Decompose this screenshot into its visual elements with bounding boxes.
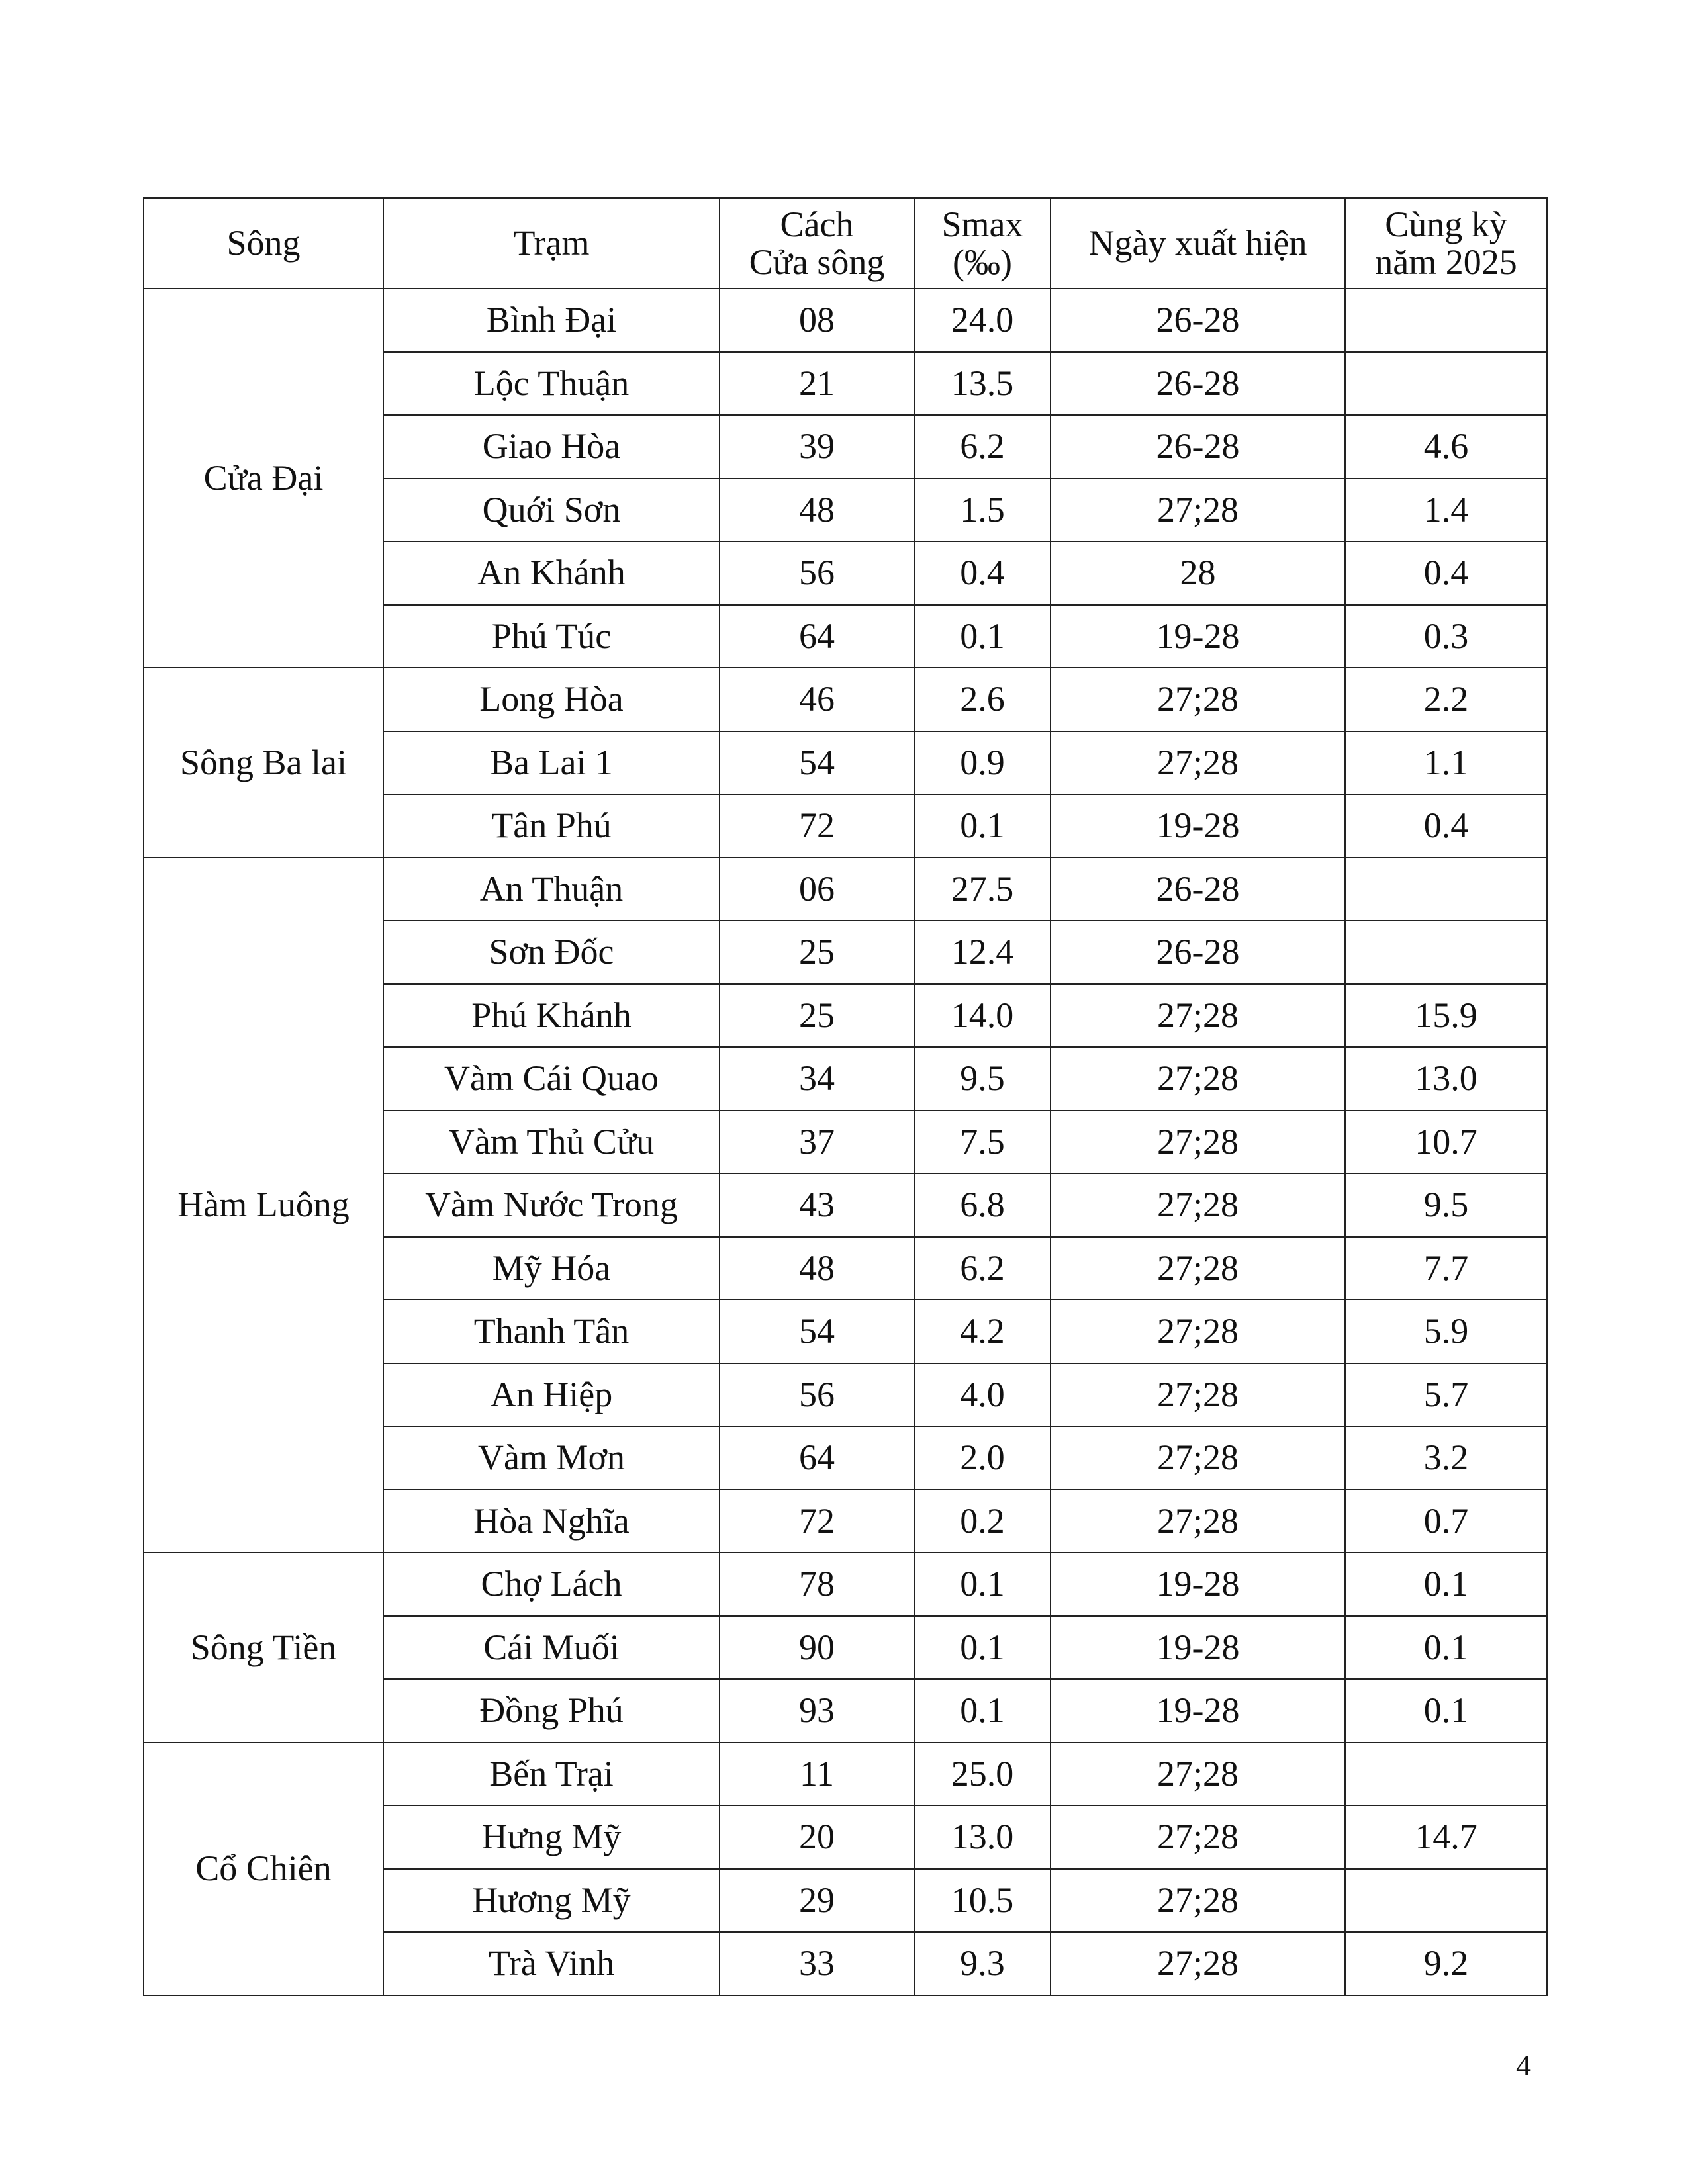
- date-cell: 27;28: [1051, 1805, 1345, 1869]
- same-period-cell: 1.1: [1345, 731, 1547, 795]
- date-cell: 27;28: [1051, 1237, 1345, 1300]
- station-cell: Bình Đại: [383, 289, 720, 352]
- header-smax-line2: (‰): [953, 242, 1012, 282]
- station-cell: An Hiệp: [383, 1363, 720, 1427]
- same-period-cell: 9.2: [1345, 1932, 1547, 1995]
- distance-cell: 29: [720, 1869, 914, 1933]
- distance-cell: 08: [720, 289, 914, 352]
- date-cell: 27;28: [1051, 1490, 1345, 1553]
- smax-cell: 25.0: [914, 1743, 1051, 1806]
- river-name-cell: Sông Ba lai: [144, 668, 383, 858]
- distance-cell: 64: [720, 1426, 914, 1490]
- same-period-cell: [1345, 858, 1547, 921]
- station-cell: Lộc Thuận: [383, 352, 720, 416]
- table-row: [144, 668, 1547, 731]
- date-cell: 28: [1051, 541, 1345, 605]
- distance-cell: 34: [720, 1047, 914, 1111]
- table-row: [144, 289, 1547, 352]
- smax-cell: 6.2: [914, 415, 1051, 478]
- date-cell: 27;28: [1051, 1932, 1345, 1995]
- distance-cell: 56: [720, 541, 914, 605]
- same-period-cell: 5.7: [1345, 1363, 1547, 1427]
- date-cell: 26-28: [1051, 921, 1345, 984]
- header-same-period-line1: Cùng kỳ: [1385, 204, 1507, 244]
- date-cell: 27;28: [1051, 1426, 1345, 1490]
- smax-cell: 24.0: [914, 289, 1051, 352]
- station-cell: Vàm Cái Quao: [383, 1047, 720, 1111]
- date-cell: 26-28: [1051, 352, 1345, 416]
- same-period-cell: [1345, 1869, 1547, 1933]
- distance-cell: 46: [720, 668, 914, 731]
- table-row: [144, 1743, 1547, 1806]
- smax-cell: 4.2: [914, 1300, 1051, 1363]
- smax-cell: 6.2: [914, 1237, 1051, 1300]
- smax-cell: 13.5: [914, 352, 1051, 416]
- distance-cell: 90: [720, 1616, 914, 1680]
- same-period-cell: 0.1: [1345, 1553, 1547, 1616]
- smax-cell: 0.9: [914, 731, 1051, 795]
- same-period-cell: 13.0: [1345, 1047, 1547, 1111]
- smax-cell: 6.8: [914, 1173, 1051, 1237]
- station-cell: An Khánh: [383, 541, 720, 605]
- header-river: Sông: [144, 198, 383, 289]
- date-cell: 27;28: [1051, 1173, 1345, 1237]
- station-cell: Mỹ Hóa: [383, 1237, 720, 1300]
- station-cell: Phú Khánh: [383, 984, 720, 1048]
- same-period-cell: 4.6: [1345, 415, 1547, 478]
- smax-cell: 4.0: [914, 1363, 1051, 1427]
- smax-cell: 0.2: [914, 1490, 1051, 1553]
- same-period-cell: [1345, 352, 1547, 416]
- distance-cell: 06: [720, 858, 914, 921]
- header-smax: [914, 198, 1051, 289]
- table-body: [144, 289, 1547, 1995]
- smax-cell: 2.0: [914, 1426, 1051, 1490]
- same-period-cell: 14.7: [1345, 1805, 1547, 1869]
- distance-cell: 54: [720, 1300, 914, 1363]
- header-same-period: [1345, 198, 1547, 289]
- station-cell: Hương Mỹ: [383, 1869, 720, 1933]
- header-row: [144, 198, 1547, 289]
- date-cell: 19-28: [1051, 1553, 1345, 1616]
- same-period-cell: [1345, 921, 1547, 984]
- distance-cell: 93: [720, 1679, 914, 1743]
- date-cell: 27;28: [1051, 984, 1345, 1048]
- date-cell: 19-28: [1051, 1679, 1345, 1743]
- page-number: 4: [1516, 2048, 1531, 2082]
- same-period-cell: 0.1: [1345, 1616, 1547, 1680]
- same-period-cell: 0.4: [1345, 794, 1547, 858]
- smax-cell: 27.5: [914, 858, 1051, 921]
- date-cell: 27;28: [1051, 1047, 1345, 1111]
- smax-cell: 13.0: [914, 1805, 1051, 1869]
- station-cell: An Thuận: [383, 858, 720, 921]
- station-cell: Chợ Lách: [383, 1553, 720, 1616]
- river-name-cell: Cổ Chiên: [144, 1743, 383, 1995]
- same-period-cell: [1345, 289, 1547, 352]
- header-same-period-line2: năm 2025: [1375, 242, 1517, 282]
- smax-cell: 10.5: [914, 1869, 1051, 1933]
- same-period-cell: 3.2: [1345, 1426, 1547, 1490]
- salinity-table: [143, 197, 1548, 1996]
- same-period-cell: 5.9: [1345, 1300, 1547, 1363]
- smax-cell: 1.5: [914, 478, 1051, 542]
- distance-cell: 54: [720, 731, 914, 795]
- smax-cell: 0.1: [914, 1616, 1051, 1680]
- date-cell: 27;28: [1051, 1363, 1345, 1427]
- distance-cell: 72: [720, 794, 914, 858]
- station-cell: Vàm Nước Trong: [383, 1173, 720, 1237]
- date-cell: 26-28: [1051, 415, 1345, 478]
- station-cell: Phú Túc: [383, 605, 720, 668]
- station-cell: Thanh Tân: [383, 1300, 720, 1363]
- station-cell: Hưng Mỹ: [383, 1805, 720, 1869]
- smax-cell: 9.3: [914, 1932, 1051, 1995]
- date-cell: 27;28: [1051, 1111, 1345, 1174]
- table-header: [144, 198, 1547, 289]
- distance-cell: 43: [720, 1173, 914, 1237]
- station-cell: Vàm Thủ Cửu: [383, 1111, 720, 1174]
- smax-cell: 9.5: [914, 1047, 1051, 1111]
- distance-cell: 21: [720, 352, 914, 416]
- header-distance: [720, 198, 914, 289]
- station-cell: Tân Phú: [383, 794, 720, 858]
- date-cell: 27;28: [1051, 668, 1345, 731]
- distance-cell: 25: [720, 921, 914, 984]
- distance-cell: 33: [720, 1932, 914, 1995]
- same-period-cell: 15.9: [1345, 984, 1547, 1048]
- river-name-cell: Hàm Luông: [144, 858, 383, 1553]
- header-date: Ngày xuất hiện: [1051, 198, 1345, 289]
- distance-cell: 37: [720, 1111, 914, 1174]
- same-period-cell: 0.1: [1345, 1679, 1547, 1743]
- date-cell: 26-28: [1051, 858, 1345, 921]
- smax-cell: 0.1: [914, 1679, 1051, 1743]
- smax-cell: 12.4: [914, 921, 1051, 984]
- same-period-cell: [1345, 1743, 1547, 1806]
- same-period-cell: 0.3: [1345, 605, 1547, 668]
- header-smax-line1: Smax: [941, 204, 1023, 244]
- distance-cell: 20: [720, 1805, 914, 1869]
- station-cell: Ba Lai 1: [383, 731, 720, 795]
- same-period-cell: 9.5: [1345, 1173, 1547, 1237]
- date-cell: 26-28: [1051, 289, 1345, 352]
- station-cell: Trà Vinh: [383, 1932, 720, 1995]
- same-period-cell: 0.4: [1345, 541, 1547, 605]
- distance-cell: 72: [720, 1490, 914, 1553]
- header-station: Trạm: [383, 198, 720, 289]
- table-row: [144, 1553, 1547, 1616]
- table-row: [144, 858, 1547, 921]
- date-cell: 19-28: [1051, 605, 1345, 668]
- date-cell: 27;28: [1051, 731, 1345, 795]
- station-cell: Bến Trại: [383, 1743, 720, 1806]
- date-cell: 27;28: [1051, 1743, 1345, 1806]
- header-distance-line1: Cách: [780, 204, 854, 244]
- same-period-cell: 1.4: [1345, 478, 1547, 542]
- station-cell: Sơn Đốc: [383, 921, 720, 984]
- river-name-cell: Sông Tiền: [144, 1553, 383, 1743]
- station-cell: Giao Hòa: [383, 415, 720, 478]
- smax-cell: 0.4: [914, 541, 1051, 605]
- smax-cell: 2.6: [914, 668, 1051, 731]
- smax-cell: 7.5: [914, 1111, 1051, 1174]
- distance-cell: 25: [720, 984, 914, 1048]
- smax-cell: 0.1: [914, 794, 1051, 858]
- station-cell: Cái Muối: [383, 1616, 720, 1680]
- distance-cell: 39: [720, 415, 914, 478]
- station-cell: Đồng Phú: [383, 1679, 720, 1743]
- date-cell: 27;28: [1051, 1869, 1345, 1933]
- header-distance-line2: Cửa sông: [749, 242, 885, 282]
- same-period-cell: 10.7: [1345, 1111, 1547, 1174]
- distance-cell: 78: [720, 1553, 914, 1616]
- station-cell: Quới Sơn: [383, 478, 720, 542]
- station-cell: Hòa Nghĩa: [383, 1490, 720, 1553]
- smax-cell: 0.1: [914, 1553, 1051, 1616]
- river-name-cell: Cửa Đại: [144, 289, 383, 668]
- date-cell: 19-28: [1051, 794, 1345, 858]
- smax-cell: 0.1: [914, 605, 1051, 668]
- date-cell: 19-28: [1051, 1616, 1345, 1680]
- distance-cell: 56: [720, 1363, 914, 1427]
- smax-cell: 14.0: [914, 984, 1051, 1048]
- station-cell: Vàm Mơn: [383, 1426, 720, 1490]
- date-cell: 27;28: [1051, 1300, 1345, 1363]
- distance-cell: 48: [720, 478, 914, 542]
- date-cell: 27;28: [1051, 478, 1345, 542]
- station-cell: Long Hòa: [383, 668, 720, 731]
- distance-cell: 48: [720, 1237, 914, 1300]
- distance-cell: 64: [720, 605, 914, 668]
- distance-cell: 11: [720, 1743, 914, 1806]
- same-period-cell: 2.2: [1345, 668, 1547, 731]
- same-period-cell: 7.7: [1345, 1237, 1547, 1300]
- same-period-cell: 0.7: [1345, 1490, 1547, 1553]
